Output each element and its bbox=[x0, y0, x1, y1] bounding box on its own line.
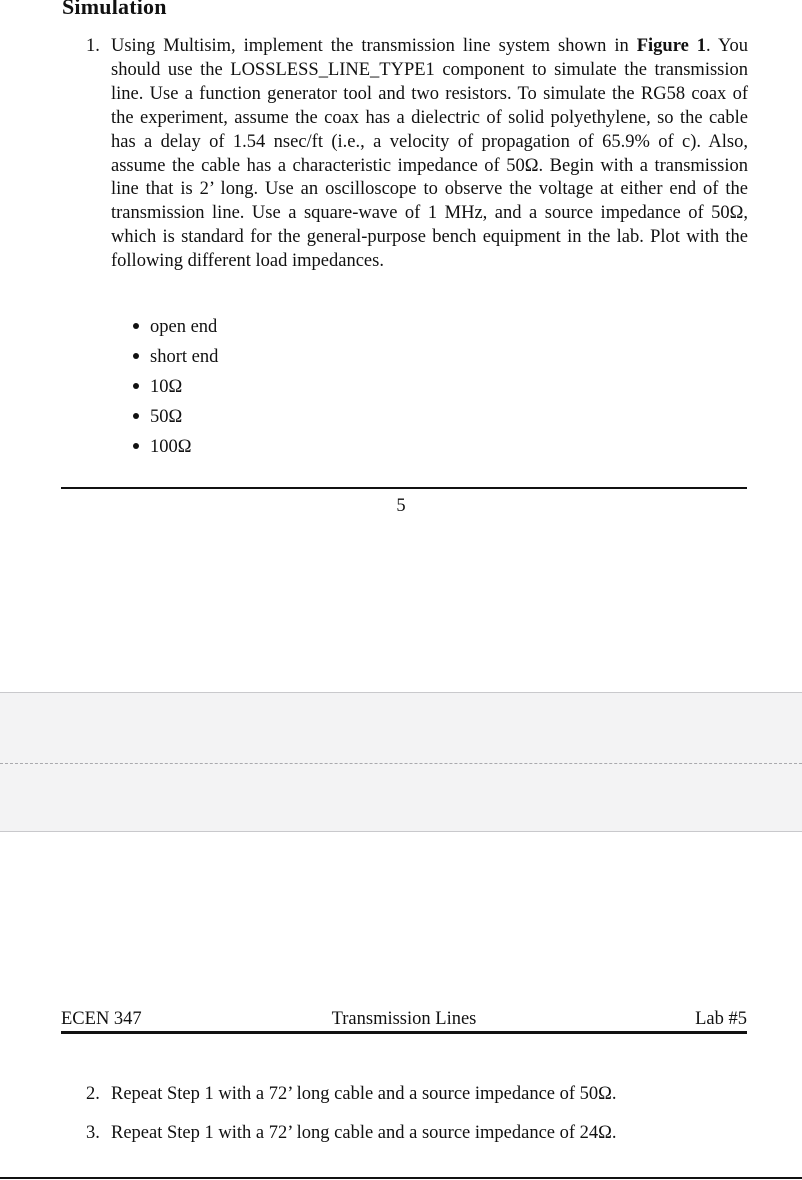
lab-topic: Transmission Lines bbox=[331, 1009, 477, 1029]
bullet-icon bbox=[133, 413, 139, 419]
figure-reference: Figure 1 bbox=[636, 36, 707, 56]
load-impedance-list bbox=[133, 315, 218, 465]
course-code: ECEN 347 bbox=[61, 1009, 142, 1029]
step-1 bbox=[86, 35, 748, 274]
step-number: 1. bbox=[86, 36, 100, 56]
list-item: short end bbox=[133, 345, 218, 375]
bullet-icon bbox=[133, 383, 139, 389]
lab-number: Lab #5 bbox=[695, 1009, 747, 1029]
step-2-text: Repeat Step 1 with a 72’ long cable and a source impedance of 50Ω. bbox=[111, 1084, 617, 1104]
footer-rule bbox=[61, 487, 747, 489]
bullet-icon bbox=[133, 353, 139, 359]
header-rule bbox=[61, 1031, 747, 1034]
section-title: Simulation bbox=[62, 0, 167, 19]
page-break-line bbox=[0, 763, 802, 764]
page-separator bbox=[0, 692, 802, 832]
bullet-icon bbox=[133, 323, 139, 329]
step-2 bbox=[86, 1083, 748, 1107]
page-bottom-edge bbox=[0, 1177, 802, 1179]
step-number: 2. bbox=[86, 1084, 100, 1104]
step-3 bbox=[86, 1122, 748, 1146]
list-item: 10Ω bbox=[133, 375, 218, 405]
list-item: open end bbox=[133, 315, 218, 345]
step-number: 3. bbox=[86, 1123, 100, 1143]
step-1-text: Using Multisim, implement the transmission line system shown in Figure 1. You should use the LOSSLESS_LINE_TYPE1 component to simulate the transmission line. Use a function generator tool and two resistors. To simulate the RG58 coax of the experiment, assume the coax has a dielectric of solid polyethylene, so the cable has a delay of 1.54 nsec/ft (i.e., a velocity of propagation of 65.9% of c). Also, assume the cable has a characteristic impedance of 50Ω. Begin with a transmission line that is 2’ long. Use an oscilloscope to observe the voltage at either end of the transmission line. Use a square-wave of 1 MHz, and a source impedance of 50Ω, which is standard for the general-purpose bench equipment in the lab. Plot with the following different load impedances. bbox=[111, 36, 748, 272]
step-3-text: Repeat Step 1 with a 72’ long cable and a source impedance of 24Ω. bbox=[111, 1123, 617, 1143]
list-item: 50Ω bbox=[133, 405, 218, 435]
list-item: 100Ω bbox=[133, 435, 218, 465]
bullet-icon bbox=[133, 443, 139, 449]
page-number: 5 bbox=[396, 496, 406, 516]
